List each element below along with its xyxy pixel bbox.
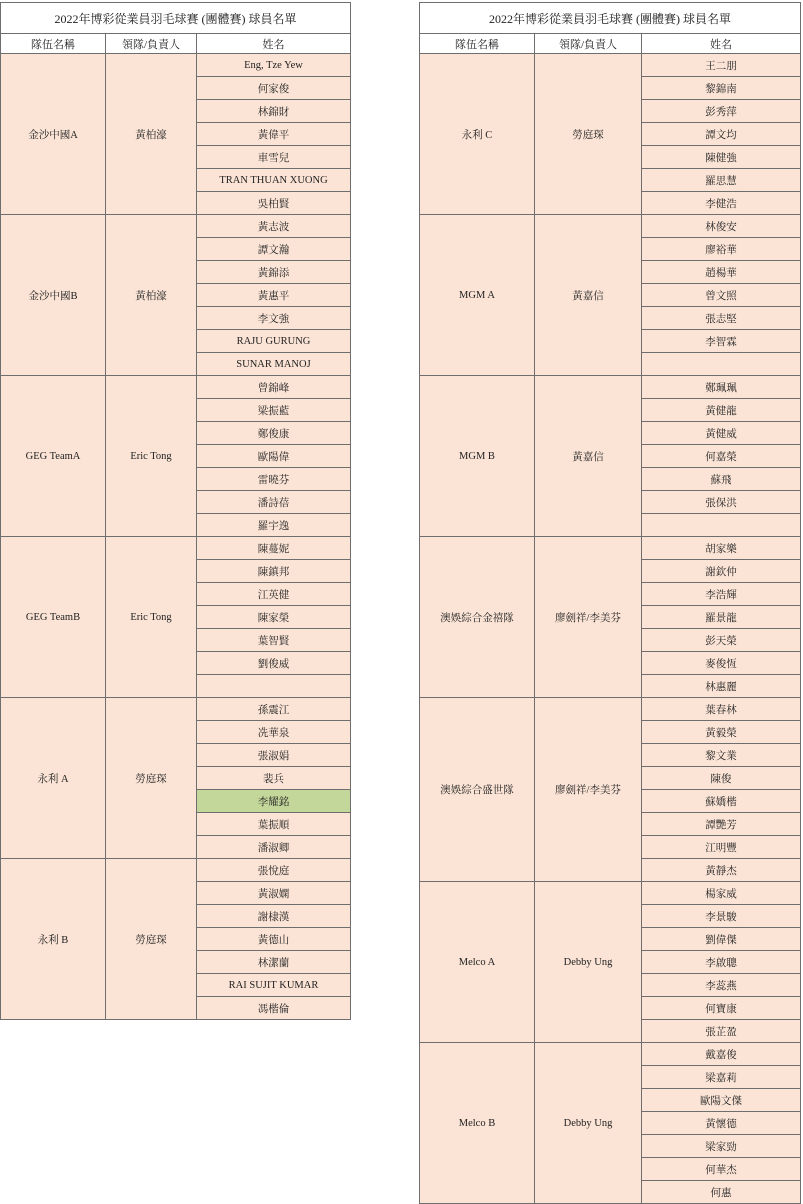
player-name-cell: 葉振順 [197, 813, 351, 836]
player-name-cell [642, 353, 801, 376]
player-name-cell: 潘詩蓓 [197, 491, 351, 514]
player-name-cell: 羅宇逸 [197, 514, 351, 537]
right-roster-body [420, 54, 801, 1204]
player-name-cell: 黎錦南 [642, 77, 801, 100]
team-column-header: 隊伍名稱 [420, 34, 535, 54]
player-name-cell: 譚文瀚 [197, 238, 351, 261]
player-name-cell: 葉春林 [642, 698, 801, 721]
player-row [1, 54, 351, 77]
team-name-cell: Melco A [420, 882, 535, 1043]
player-name-cell: 黃錦添 [197, 261, 351, 284]
player-name-cell: RAI SUJIT KUMAR [197, 974, 351, 997]
leader-column-header: 領隊/負責人 [535, 34, 642, 54]
table-title: 2022年博彩從業員羽毛球賽 (團體賽) 球員名單 [420, 3, 801, 34]
player-name-cell: 王二朋 [642, 54, 801, 77]
player-name-cell: Eng, Tze Yew [197, 54, 351, 77]
player-name-cell: 何嘉榮 [642, 445, 801, 468]
left-roster-table [0, 2, 351, 1020]
player-name-cell: 陳健強 [642, 146, 801, 169]
player-row [420, 882, 801, 905]
player-name-cell: 李啟聰 [642, 951, 801, 974]
player-row [1, 215, 351, 238]
player-name-cell: 何寶康 [642, 997, 801, 1020]
player-name-cell: 江英健 [197, 583, 351, 606]
player-name-cell: 車雪兒 [197, 146, 351, 169]
name-column-header: 姓名 [197, 34, 351, 54]
player-name-cell: 曾錦峰 [197, 376, 351, 399]
player-name-cell: 黃靜杰 [642, 859, 801, 882]
player-name-cell: 陳家榮 [197, 606, 351, 629]
player-row [420, 537, 801, 560]
player-row [420, 1043, 801, 1066]
team-name-cell: 澳娛綜合盛世隊 [420, 698, 535, 882]
player-name-cell: 冼華泉 [197, 721, 351, 744]
player-name-cell: 蘇嬌楷 [642, 790, 801, 813]
team-leader-cell: 黃嘉信 [535, 376, 642, 537]
player-name-cell: 梁家勁 [642, 1135, 801, 1158]
left-roster-body [1, 54, 351, 1020]
team-leader-cell: 黃柏濠 [106, 54, 197, 215]
player-name-cell: 麥俊恆 [642, 652, 801, 675]
player-name-cell: 梁嘉莉 [642, 1066, 801, 1089]
player-name-cell: 林潔蘭 [197, 951, 351, 974]
player-name-cell: 陳俊 [642, 767, 801, 790]
player-name-cell: 黃毅榮 [642, 721, 801, 744]
player-name-cell: 江明豐 [642, 836, 801, 859]
player-name-cell: 羅思慧 [642, 169, 801, 192]
player-name-cell: 戴嘉俊 [642, 1043, 801, 1066]
player-row [420, 215, 801, 238]
player-name-cell: 吳柏賢 [197, 192, 351, 215]
player-row [420, 698, 801, 721]
player-name-cell: 胡家樂 [642, 537, 801, 560]
player-name-cell: 葉智賢 [197, 629, 351, 652]
team-leader-cell: Debby Ung [535, 1043, 642, 1204]
player-name-cell: 羅景龍 [642, 606, 801, 629]
player-name-cell: 陳蔓妮 [197, 537, 351, 560]
player-name-cell: 劉偉傑 [642, 928, 801, 951]
right-roster-table [419, 2, 801, 1204]
player-name-cell: 李耀銘 [197, 790, 351, 813]
player-name-cell: 李蕊燕 [642, 974, 801, 997]
player-name-cell: 張悅庭 [197, 859, 351, 882]
team-name-cell: GEG TeamB [1, 537, 106, 698]
team-leader-cell: 勞庭琛 [106, 859, 197, 1020]
player-name-cell: 梁振藍 [197, 399, 351, 422]
player-name-cell: 孫震江 [197, 698, 351, 721]
team-name-cell: 金沙中國A [1, 54, 106, 215]
player-name-cell: 譚艷芳 [642, 813, 801, 836]
player-row [420, 54, 801, 77]
team-name-cell: 永利 C [420, 54, 535, 215]
player-name-cell: 黃健龍 [642, 399, 801, 422]
player-name-cell: 何華杰 [642, 1158, 801, 1181]
player-name-cell: 張淑娟 [197, 744, 351, 767]
player-row [420, 376, 801, 399]
player-name-cell: 廖裕華 [642, 238, 801, 261]
player-name-cell [197, 675, 351, 698]
player-name-cell: 張志堅 [642, 307, 801, 330]
player-name-cell: 趙楊華 [642, 261, 801, 284]
player-name-cell [642, 514, 801, 537]
player-name-cell: 陳鎮邦 [197, 560, 351, 583]
team-name-cell: 永利 B [1, 859, 106, 1020]
player-name-cell: 曾文照 [642, 284, 801, 307]
team-name-cell: GEG TeamA [1, 376, 106, 537]
player-name-cell: 謝欽仲 [642, 560, 801, 583]
player-name-cell: 楊家威 [642, 882, 801, 905]
player-name-cell: 譚文均 [642, 123, 801, 146]
player-name-cell: 歐陽文傑 [642, 1089, 801, 1112]
player-name-cell: 何惠 [642, 1181, 801, 1204]
team-leader-cell: Eric Tong [106, 376, 197, 537]
team-name-cell: MGM B [420, 376, 535, 537]
player-name-cell: 林錦財 [197, 100, 351, 123]
team-leader-cell: 黃嘉信 [535, 215, 642, 376]
player-name-cell: 謝棣漢 [197, 905, 351, 928]
team-name-cell: 金沙中國B [1, 215, 106, 376]
team-leader-cell: 勞庭琛 [535, 54, 642, 215]
player-name-cell: 黃惠平 [197, 284, 351, 307]
player-name-cell: 馮楷倫 [197, 997, 351, 1020]
player-name-cell: RAJU GURUNG [197, 330, 351, 353]
player-name-cell: 潘淑卿 [197, 836, 351, 859]
team-name-cell: MGM A [420, 215, 535, 376]
player-name-cell: 李文強 [197, 307, 351, 330]
team-name-cell: 永利 A [1, 698, 106, 859]
player-name-cell: 蘇飛 [642, 468, 801, 491]
player-name-cell: 林俊安 [642, 215, 801, 238]
player-name-cell: TRAN THUAN XUONG [197, 169, 351, 192]
team-leader-cell: 廖劍祥/李美芬 [535, 698, 642, 882]
player-name-cell: 黃淑嫻 [197, 882, 351, 905]
player-name-cell: 黎文業 [642, 744, 801, 767]
team-name-cell: 澳娛綜合金禧隊 [420, 537, 535, 698]
player-name-cell: 裴兵 [197, 767, 351, 790]
player-name-cell: 何家俊 [197, 77, 351, 100]
team-leader-cell: 勞庭琛 [106, 698, 197, 859]
player-name-cell: 李智霖 [642, 330, 801, 353]
player-name-cell: 雷曉芬 [197, 468, 351, 491]
player-row [1, 537, 351, 560]
player-name-cell: 張芷盈 [642, 1020, 801, 1043]
name-column-header: 姓名 [642, 34, 801, 54]
team-leader-cell: Debby Ung [535, 882, 642, 1043]
table-title: 2022年博彩從業員羽毛球賽 (團體賽) 球員名單 [1, 3, 351, 34]
player-name-cell: 黃懷德 [642, 1112, 801, 1135]
player-name-cell: 黃偉平 [197, 123, 351, 146]
team-name-cell: Melco B [420, 1043, 535, 1204]
player-name-cell: 李健浩 [642, 192, 801, 215]
player-name-cell: 彭天榮 [642, 629, 801, 652]
player-name-cell: 張保洪 [642, 491, 801, 514]
player-name-cell: 黃志波 [197, 215, 351, 238]
player-name-cell: 鄭珮珮 [642, 376, 801, 399]
player-name-cell: 鄭俊康 [197, 422, 351, 445]
team-leader-cell: Eric Tong [106, 537, 197, 698]
player-row [1, 859, 351, 882]
player-name-cell: 林惠麗 [642, 675, 801, 698]
player-name-cell: 劉俊威 [197, 652, 351, 675]
leader-column-header: 領隊/負責人 [106, 34, 197, 54]
player-name-cell: SUNAR MANOJ [197, 353, 351, 376]
team-leader-cell: 廖劍祥/李美芬 [535, 537, 642, 698]
player-name-cell: 李景駿 [642, 905, 801, 928]
team-leader-cell: 黃柏濠 [106, 215, 197, 376]
team-column-header: 隊伍名稱 [1, 34, 106, 54]
player-row [1, 376, 351, 399]
player-row [1, 698, 351, 721]
player-name-cell: 黃德山 [197, 928, 351, 951]
player-name-cell: 彭秀萍 [642, 100, 801, 123]
player-name-cell: 黃健威 [642, 422, 801, 445]
player-name-cell: 李浩輝 [642, 583, 801, 606]
player-name-cell: 歐陽偉 [197, 445, 351, 468]
